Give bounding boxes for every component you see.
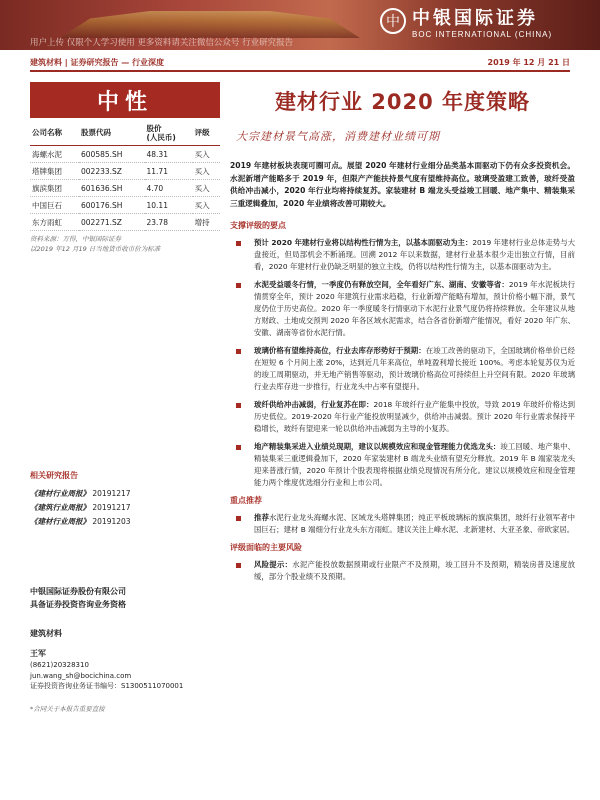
- col-company: 公司名称: [30, 122, 79, 146]
- list-item[interactable]: 《建材行业周报》 20191217: [30, 489, 131, 498]
- risks-list: [230, 559, 575, 583]
- table-row: [30, 146, 220, 163]
- list-item[interactable]: 《建材行业周报》 20191203: [30, 516, 131, 526]
- list-item[interactable]: 《建筑行业周报》 20191217: [30, 502, 131, 512]
- list-item: 水泥受益暖冬行情，一季度仍有释放空间，全年看好广东、湖南、安徽等省：2019 年水泥板块行情贯穿全年，预计 2020 年建筑行业需求趋稳，行业新增产能略有增加，预计价格小幅下滑，景气度仍位于历史高位。2020 年一季度暖冬行情驱动下水泥行业景气度仍将持续释放。全年建议从地方财政、土地成交预判 2020 年各区域水泥需求，结合各省份新增产能情况，看好 2020 年广东、安徽、湖南等省份水泥行情。: [230, 279, 575, 339]
- stock-rating: 买入: [193, 146, 220, 163]
- stock-price: 23.78: [145, 214, 193, 231]
- stock-rating: 买入: [193, 180, 220, 197]
- watermark-text: 用户上传 仅限个人学习使用 更多资料请关注微信公众号 行业研究报告: [30, 38, 294, 48]
- stock-code: 600176.SH: [79, 197, 144, 214]
- analyst-name: 王军: [30, 649, 46, 658]
- palace-roof-image: [60, 8, 360, 38]
- report-summary: 2019 年建材板块表现可圈可点。展望 2020 年建材行业细分品类基本面驱动下仍有众多投资机会。水泥新增产能略多于 2019 年，但限产产能扶持景气度有望维持高位。玻璃受盈建工致善，玻纤受盈供给冲击减小，2020 年行业均将持续复苏。家装建材 B 端龙头受益竣工回暖、地产集中、精装集采三重逻辑叠加，2020 年业绩将改善可期较大。: [230, 161, 575, 208]
- report-date: 2019 年 12 月 21 日: [487, 58, 570, 67]
- list-item: 玻璃价格有望维持高位，行业去库存形势好于预期：在竣工改善的驱动下，全国玻璃价格单价已经在短短 6 个月间上涨 20%，达到近几年来高位，单吨盈利增长接近 100%。考虑本轮复苏仅为近的竣工周期驱动，并无地产销售等驱动，预计玻璃价格高位可持续但上升空间有限。2020 年玻璃行业去库存进一步推行，行业龙头中占率有望提升。: [230, 345, 575, 393]
- company-name: 旗滨集团: [30, 180, 79, 197]
- table-row: [30, 163, 220, 180]
- organization-info: [30, 586, 220, 612]
- col-rating: 评级: [193, 122, 220, 146]
- stock-code: 002233.SZ: [79, 163, 144, 180]
- stock-rating: 增持: [193, 214, 220, 231]
- left-column: [30, 82, 220, 254]
- stock-rating: 买入: [193, 163, 220, 180]
- recommendations-list: [230, 512, 575, 536]
- org-qualification: 具备证券投资咨询业务资格: [30, 599, 126, 609]
- list-item: 玻纤供给冲击减弱，行业复苏在即：2018 年玻纤行业产能集中投放，导致 2019 年玻纤价格达到历史低位。2019-2020 年行业产能投放明显减少，供给冲击减弱。预计 2020 年行业需求保持平稳增长，玻纤有望迎来一轮以供给冲击减弱为主导的小复苏。: [230, 399, 575, 435]
- stock-price: 48.31: [145, 146, 193, 163]
- rating-badge: 中性: [30, 82, 220, 118]
- report-title: 建材行业 2020 年度策略: [274, 90, 531, 114]
- report-subtitle: 大宗建材景气高涨，消费建材业绩可期: [236, 130, 440, 143]
- company-name: 中国巨石: [30, 197, 79, 214]
- analyst-info: [30, 628, 220, 692]
- col-code: 股票代码: [79, 122, 144, 146]
- stock-code: 002271.SZ: [79, 214, 144, 231]
- brand-name-cn: 中银国际证券: [412, 7, 538, 29]
- stock-code: 601636.SH: [79, 180, 144, 197]
- company-name: 东方雨虹: [30, 214, 79, 231]
- analyst-email[interactable]: jun.wang_sh@bocichina.com: [30, 671, 132, 680]
- company-name: 海螺水泥: [30, 146, 79, 163]
- table-source-note: [30, 235, 220, 254]
- related-reports: [30, 470, 220, 529]
- stock-code: 600585.SH: [79, 146, 144, 163]
- table-row: [30, 197, 220, 214]
- org-name: 中银国际证券股份有限公司: [30, 587, 126, 596]
- stock-table: [30, 122, 220, 231]
- list-item: 推荐水泥行业龙头海螺水泥、区域龙头塔牌集团；纯正平板玻璃标的旗滨集团，玻纤行业领军者中国巨石；建材 B 端细分行业龙头东方雨虹。建议关注上峰水泥、北新建材、大亚圣象、帝欧家居。: [230, 512, 575, 536]
- brand: [380, 4, 590, 38]
- header-banner: [0, 0, 600, 50]
- key-points-title: 支撑评级的要点: [230, 221, 286, 231]
- company-name: 塔牌集团: [30, 163, 79, 180]
- key-points-list: [230, 237, 575, 489]
- report-category: 建筑材料 | 证券研究报告 — 行业深度: [30, 58, 165, 67]
- table-row: [30, 180, 220, 197]
- related-reports-title: 相关研究报告: [30, 471, 78, 480]
- col-price: 股价 (人民币): [145, 122, 193, 146]
- risks-title: 评级面临的主要风险: [230, 542, 302, 552]
- boc-logo-icon: 中: [380, 8, 406, 34]
- stock-price: 10.11: [145, 197, 193, 214]
- table-source: 资料来源：万得，中银国际证券: [30, 235, 121, 244]
- report-category-bar: [30, 58, 570, 72]
- list-item: 风险提示：水泥产能投放数据预期或行业限产不及预期，竣工回升不及预期，精装房普及速度放缓，部分个股业绩不及预期。: [230, 559, 575, 583]
- list-item: 地产精装集采进入业绩兑现期，建议以规模效应和现金管理能力优选龙头：竣工回暖、地产集中、精装集采三重逻辑叠加下，2020 年家装建材 B 端龙头业绩有望充分释放。2019 年 B 端家装龙头迎来普涨行情，2020 年预计个股表现将根据业绩兑现情况有所分化。建议以规模效应和现金管理能力两个维度优选细分行业和上市公司。: [230, 441, 575, 489]
- brand-name-en: BOC INTERNATIONAL (CHINA): [412, 29, 553, 39]
- table-price-note: 以2019 年12 月19 日当地货币收市价为标准: [30, 244, 161, 253]
- stock-table-header: [30, 122, 220, 146]
- main-content: [230, 82, 575, 589]
- stock-price: 4.70: [145, 180, 193, 197]
- stock-price: 11.71: [145, 163, 193, 180]
- stock-rating: 买入: [193, 197, 220, 214]
- list-item: 预计 2020 年建材行业将以结构性行情为主，以基本面驱动为主：2019 年建材行业总体走势与大盘接近，但局部机会不断涌现。回溯 2012 年以来数据，建材行业基本很少走出独立行情，目前看，2020 年建材行业仍缺乏明显的独立主线，仍将以结构性行情为主，以基本面驱动为主。: [230, 237, 575, 273]
- recommendations-title: 重点推荐: [230, 495, 262, 505]
- analyst-sector: 建筑材料: [30, 629, 62, 638]
- disclaimer-note: *合同关于本报告重要直接: [30, 705, 105, 713]
- table-row: [30, 214, 220, 231]
- analyst-license: 证券投资咨询业务证书编号：S1300511070001: [30, 682, 184, 690]
- analyst-phone: (8621)20328310: [30, 661, 89, 669]
